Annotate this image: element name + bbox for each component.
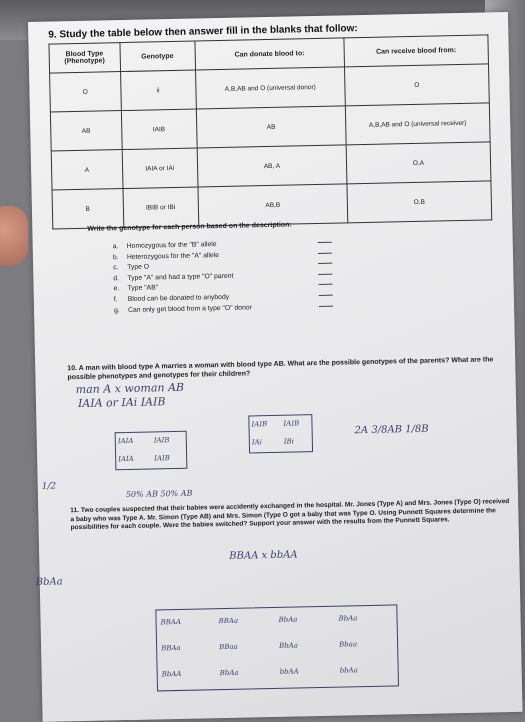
- table-cell: IAIA or IAi: [122, 148, 198, 189]
- table-cell: AB, A: [197, 145, 347, 187]
- table-cell: B: [52, 189, 123, 229]
- instructions: Write the genotype for each person based on the description:: [87, 221, 292, 233]
- worksheet-page: [28, 12, 523, 722]
- table-cell: IAIB: [121, 109, 197, 150]
- list-item: d. Type "A" and had a type "O" parent: [113, 272, 234, 283]
- table-header: Can receive blood from:: [344, 35, 489, 67]
- table-header: Blood Type (Phenotype): [49, 43, 120, 73]
- question-9-title: 9. Study the table below then answer fill in the blanks that follow:: [48, 23, 358, 41]
- table-cell: A,B,AB and O (universal receiver): [345, 103, 490, 145]
- handwriting-fraction: 1/2: [41, 481, 57, 492]
- question-10: 10. A man with blood type A marries a woman with blood type AB. What are the possible genotypes of the parents? What are the possible phenotypes and genotypes for their children?: [67, 356, 494, 382]
- table-cell: O,B: [347, 181, 492, 223]
- table-header: Genotype: [119, 41, 195, 72]
- table-cell: AB: [196, 106, 346, 148]
- table-cell: A: [51, 150, 122, 190]
- list-item: g. Can only get blood from a type "O" donor: [113, 303, 252, 314]
- table-cell: AB: [50, 111, 121, 151]
- table-cell: ii: [120, 70, 196, 111]
- punnett-square-2: IAIB IAIB IAi IBi: [248, 414, 313, 453]
- table-cell: AB,B: [198, 184, 348, 226]
- handwriting-cross: BBAA x bbAA: [229, 549, 298, 562]
- handwriting-ratio: 2A 3/8AB 1/8B: [354, 423, 429, 437]
- table-header: Can donate blood to:: [195, 38, 345, 70]
- handwriting-children: 50% AB 50% AB: [125, 488, 193, 500]
- blood-type-table: [48, 34, 492, 229]
- list-item: a. Homozygous for the "B" allele: [112, 241, 217, 251]
- handwriting-left: BbAa: [35, 576, 63, 588]
- list-item: f. Blood can be donated to anybody: [113, 293, 230, 304]
- list-item: e. Type "AB": [113, 284, 159, 293]
- table-cell: O: [50, 72, 121, 112]
- answer-blanks[interactable]: [318, 242, 334, 316]
- table-cell: O,A: [346, 142, 491, 184]
- table-cell: IBIB or IBi: [123, 187, 199, 228]
- table-cell: O: [344, 64, 489, 106]
- list-item: c. Type O: [113, 263, 150, 272]
- finger-thumb: [0, 206, 28, 266]
- list-item: b. Heterozygous for the "A" allele: [112, 251, 220, 261]
- handwriting-parents: IAIA or IAi IAIB: [77, 395, 166, 411]
- table-cell: A,B,AB and O (universal donor): [195, 67, 345, 109]
- handwriting-man-woman: man A x woman AB: [75, 380, 185, 397]
- question-11: 11. Two couples suspected that their babies were accidently exchanged in the hospital. Mr. Jones (Type A) and Mrs. Jones (Type O) received a baby who was Type A. Mr. Simon (Type AB) and Mrs. Simon (Type O got a baby that was Type O. Using Punnett Squares determine the possibilities for each couple. Were the babies switched? Support your answer with the results from the Punnett Squares.: [70, 498, 510, 532]
- description-list: [113, 239, 252, 316]
- punnett-square-1: IAIA IAIB IAIA IAIB: [115, 431, 188, 470]
- punnett-square-3: BBAA BBAa BbAa BbAa BBAa BBaa BbAa Bbaa BbAA BbAa bbAA bbAa: [155, 604, 399, 691]
